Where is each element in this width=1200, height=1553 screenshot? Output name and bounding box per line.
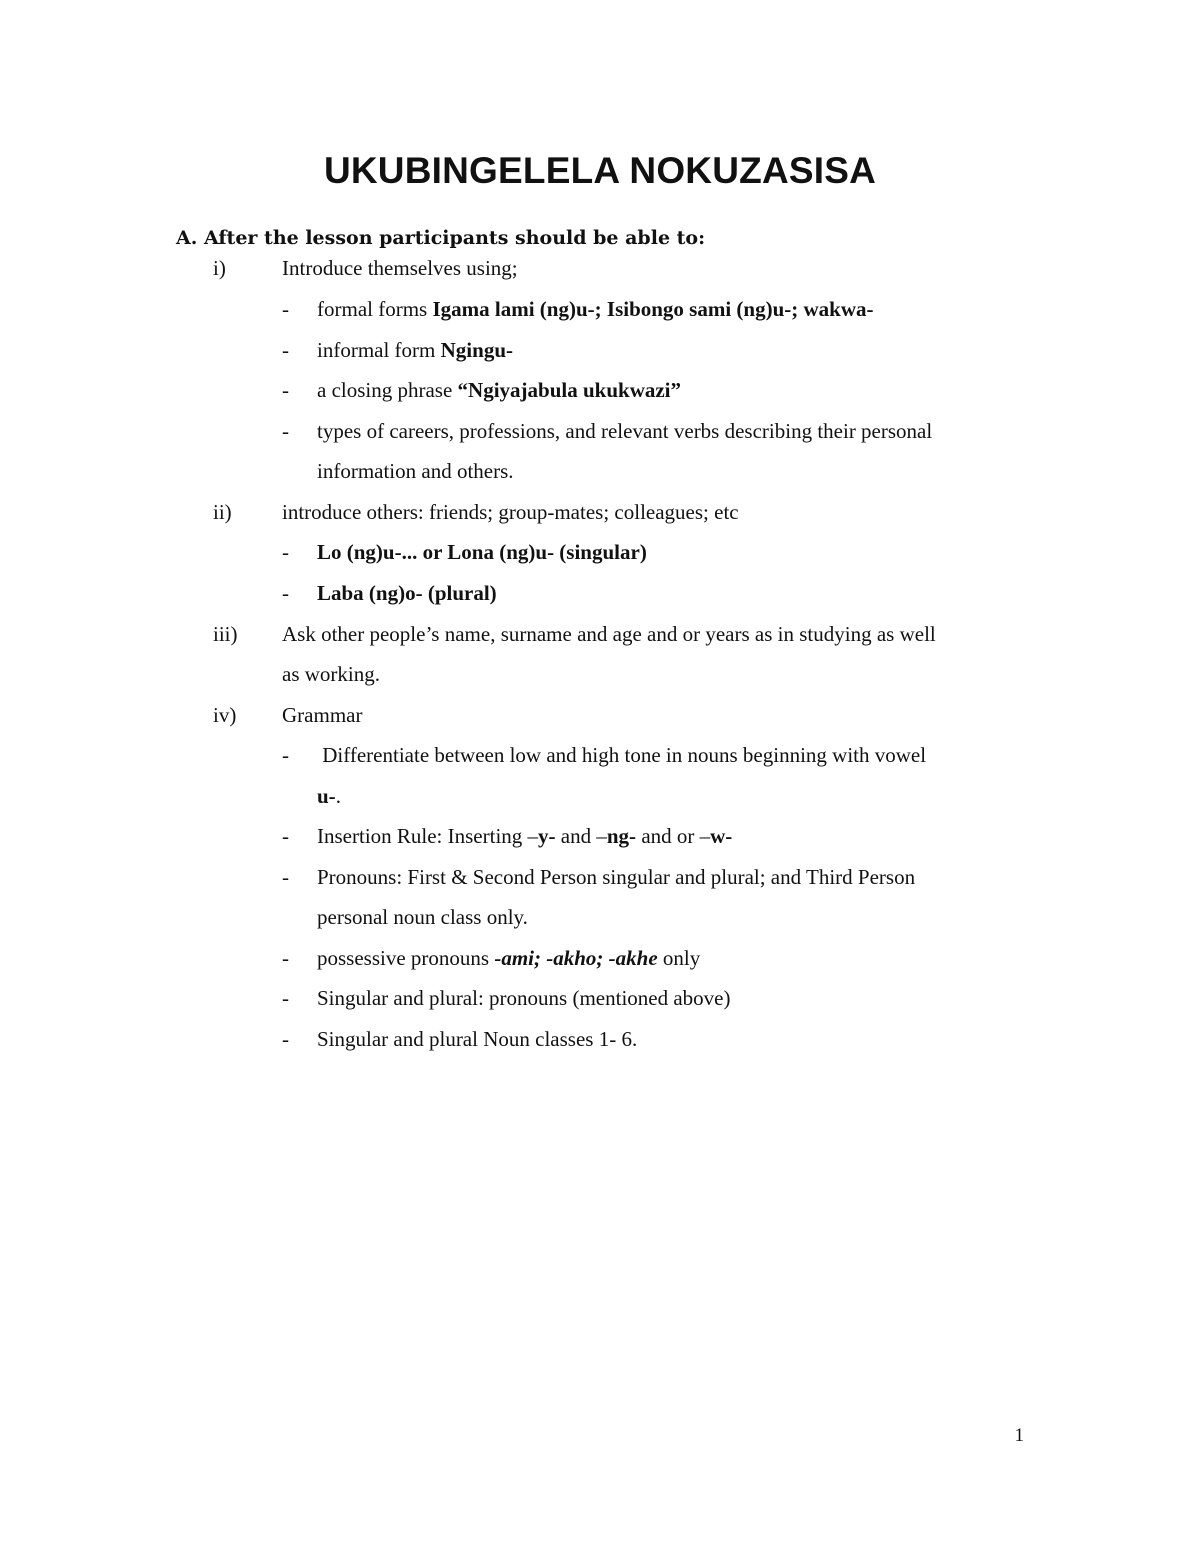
sub-item-plural: Laba (ng)o- (plural) xyxy=(317,581,497,605)
sub-item-pronouns-cont: personal noun class only. xyxy=(317,905,528,929)
section-heading: A. After the lesson participants should be able to: xyxy=(176,227,706,249)
sub-item-possessive: possessive pronouns -ami; -akho; -akhe only xyxy=(317,946,701,970)
sub-item-singular: Lo (ng)u-... or Lona (ng)u- (singular) xyxy=(317,540,647,564)
sub-item-informal-form: informal form Ngingu- xyxy=(317,338,513,362)
sub-item-pronouns: Pronouns: First & Second Person singular and plural; and Third Person xyxy=(317,865,916,889)
list-number-i: i) xyxy=(213,256,226,280)
sub-item-formal-forms: formal forms Igama lami (ng)u-; Isibongo sami (ng)u-; wakwa- xyxy=(317,297,874,321)
sub-item-careers: types of careers, professions, and relevant verbs describing their personal xyxy=(317,419,933,443)
bullet-dash: - xyxy=(282,865,289,889)
bullet-dash: - xyxy=(282,540,289,564)
sub-item-careers-cont: information and others. xyxy=(317,459,514,483)
list-item-text: Ask other people’s name, surname and age and or years as in studying as well xyxy=(282,622,936,646)
bullet-dash: - xyxy=(282,419,289,443)
sub-item-tone: Differentiate between low and high tone in nouns beginning with vowel xyxy=(317,743,927,767)
list-item-text-cont: as working. xyxy=(282,662,380,686)
bullet-dash: - xyxy=(282,378,289,402)
sub-item-insertion-rule: Insertion Rule: Inserting –y- and –ng- and or –w- xyxy=(317,824,733,848)
sub-item-singular-plural-pronouns: Singular and plural: pronouns (mentioned above) xyxy=(317,986,731,1010)
bullet-dash: - xyxy=(282,338,289,362)
list-number-iv: iv) xyxy=(213,703,237,727)
list-item-text: introduce others: friends; group-mates; colleagues; etc xyxy=(282,500,739,524)
list-number-iii: iii) xyxy=(213,622,238,646)
list-item-text: Introduce themselves using; xyxy=(282,256,518,280)
list-item-text: Grammar xyxy=(282,703,363,727)
list-number-ii: ii) xyxy=(213,500,232,524)
bullet-dash: - xyxy=(282,824,289,848)
bullet-dash: - xyxy=(282,581,289,605)
bullet-dash: - xyxy=(282,946,289,970)
bullet-dash: - xyxy=(282,743,289,767)
sub-item-tone-cont: u-. xyxy=(317,784,341,808)
bullet-dash: - xyxy=(282,1027,289,1051)
page-title: UKUBINGELELA NOKUZASISA xyxy=(323,150,877,191)
sub-item-noun-classes: Singular and plural Noun classes 1- 6. xyxy=(317,1027,638,1051)
sub-item-closing-phrase: a closing phrase “Ngiyajabula ukukwazi” xyxy=(317,378,682,402)
bullet-dash: - xyxy=(282,986,289,1010)
bullet-dash: - xyxy=(282,297,289,321)
page-number: 1 xyxy=(1014,1425,1024,1446)
